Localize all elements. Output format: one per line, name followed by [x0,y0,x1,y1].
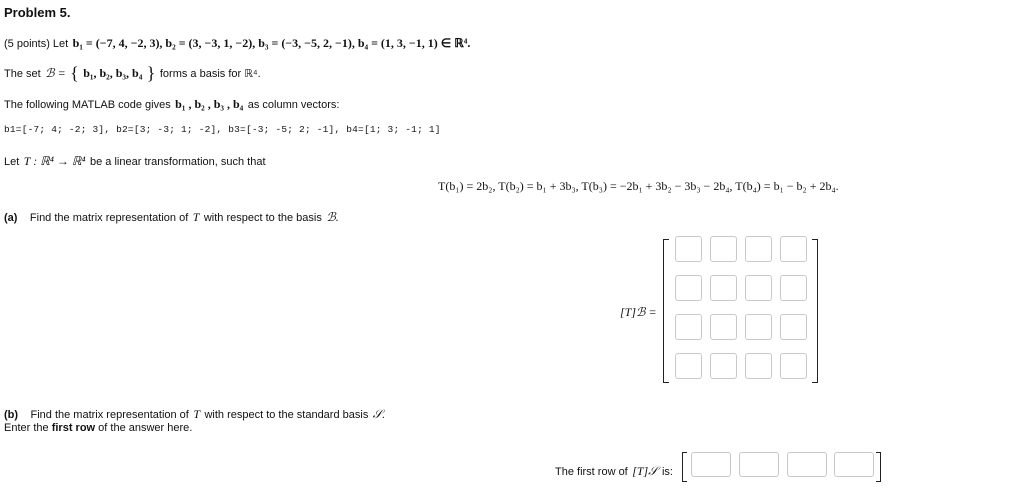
first-row-cell-3[interactable] [787,452,827,477]
part-a-text2: with respect to the basis [203,212,322,224]
transformation-map: T : ℝ⁴ → ℝ⁴ [23,154,86,168]
set-close-brace: } [146,63,156,83]
matrix-right-bracket [812,239,818,383]
basis-name: ℬ = [45,66,66,80]
first-row-label [555,462,673,480]
instructions-lead: Enter the [4,422,49,434]
part-b-label: (b) [4,409,19,421]
matrix-cell-4-3[interactable] [745,353,772,379]
matlab-intro-tail: as column vectors: [247,99,340,111]
matrix-cell-1-4[interactable] [780,236,807,262]
problem-title: Problem 5. [4,5,71,20]
basis-lead: The set [4,68,41,80]
part-a-prompt [4,208,339,226]
matrix-cell-4-2[interactable] [710,353,737,379]
matrix-cell-3-2[interactable] [710,314,737,340]
first-row-cell-2[interactable] [739,452,779,477]
basis-statement [4,64,261,82]
matlab-code: b1=[-7; 4; -2; 3], b2=[3; -3; 1; -2], b3=[-3; -5; 2; -1], b4=[1; 3; -1; 1] [4,124,441,135]
transformation-lead: Let [4,156,20,168]
matrix-cell-1-1[interactable] [675,236,702,262]
instructions-tail: of the answer here. [98,422,193,434]
transformation-tail: be a linear transformation, such that [90,156,266,168]
matrix-cell-4-1[interactable] [675,353,702,379]
set-open-brace: { [70,63,79,83]
first-row-lead: The first row of [555,466,628,478]
part-b-basis: 𝒮. [372,407,386,421]
matrix-cell-2-1[interactable] [675,275,702,301]
matrix-left-bracket [663,239,669,383]
part-a-T: T [192,210,200,224]
part-a-basis: ℬ. [326,210,339,224]
part-b-prompt [4,405,385,423]
part-b-text2: with respect to the standard basis [204,409,369,421]
matrix-cell-2-2[interactable] [710,275,737,301]
matlab-intro [4,95,339,113]
first-row-cell-1[interactable] [691,452,731,477]
matrix-cell-2-4[interactable] [780,275,807,301]
basis-members: b₁, b₂, b₃, b₄ [83,66,143,80]
matrix-cell-1-3[interactable] [745,236,772,262]
matrix-cell-3-1[interactable] [675,314,702,340]
first-row-math: [T]𝒮 [632,464,658,478]
problem-statement-vectors [4,34,470,52]
matrix-cell-3-4[interactable] [780,314,807,340]
matrix-cell-2-3[interactable] [745,275,772,301]
points-label: (5 points) Let [4,38,69,50]
transformation-equations: T(b₁) = 2b₂, T(b₂) = b₁ + 3b₃, T(b₃) = −2b₁ + 3b₂ − 3b₃ − 2b₄, T(b₄) = b₁ − b₂ + 2b₄. [438,179,839,193]
basis-tail: forms a basis for ℝ⁴. [159,68,261,80]
part-b-text: Find the matrix representation of [30,409,189,421]
matrix-cell-3-3[interactable] [745,314,772,340]
matrix-cell-4-4[interactable] [780,353,807,379]
matlab-intro-lead: The following MATLAB code gives [4,99,171,111]
part-a-label: (a) [4,212,18,224]
part-b-T: T [193,407,200,421]
vector-definitions: b₁ = (−7, 4, −2, 3), b₂ = (3, −3, 1, −2), b₃ = (−3, −5, 2, −1), b₄ = (1, 3, −1, 1) ∈ ℝ⁴. [72,36,471,50]
first-row-tail: is: [661,466,673,478]
instructions-bold: first row [51,422,96,434]
part-a-text: Find the matrix representation of [29,212,189,224]
first-row-cell-4[interactable] [834,452,874,477]
matrix-cell-1-2[interactable] [710,236,737,262]
row-right-bracket [876,452,881,482]
matrix-label: [T]ℬ = [620,305,657,319]
transformation-statement [4,152,266,170]
part-b-instructions [4,422,192,434]
row-left-bracket [682,452,687,482]
matlab-intro-vectors: b₁ , b₂ , b₃ , b₄ [175,97,244,111]
